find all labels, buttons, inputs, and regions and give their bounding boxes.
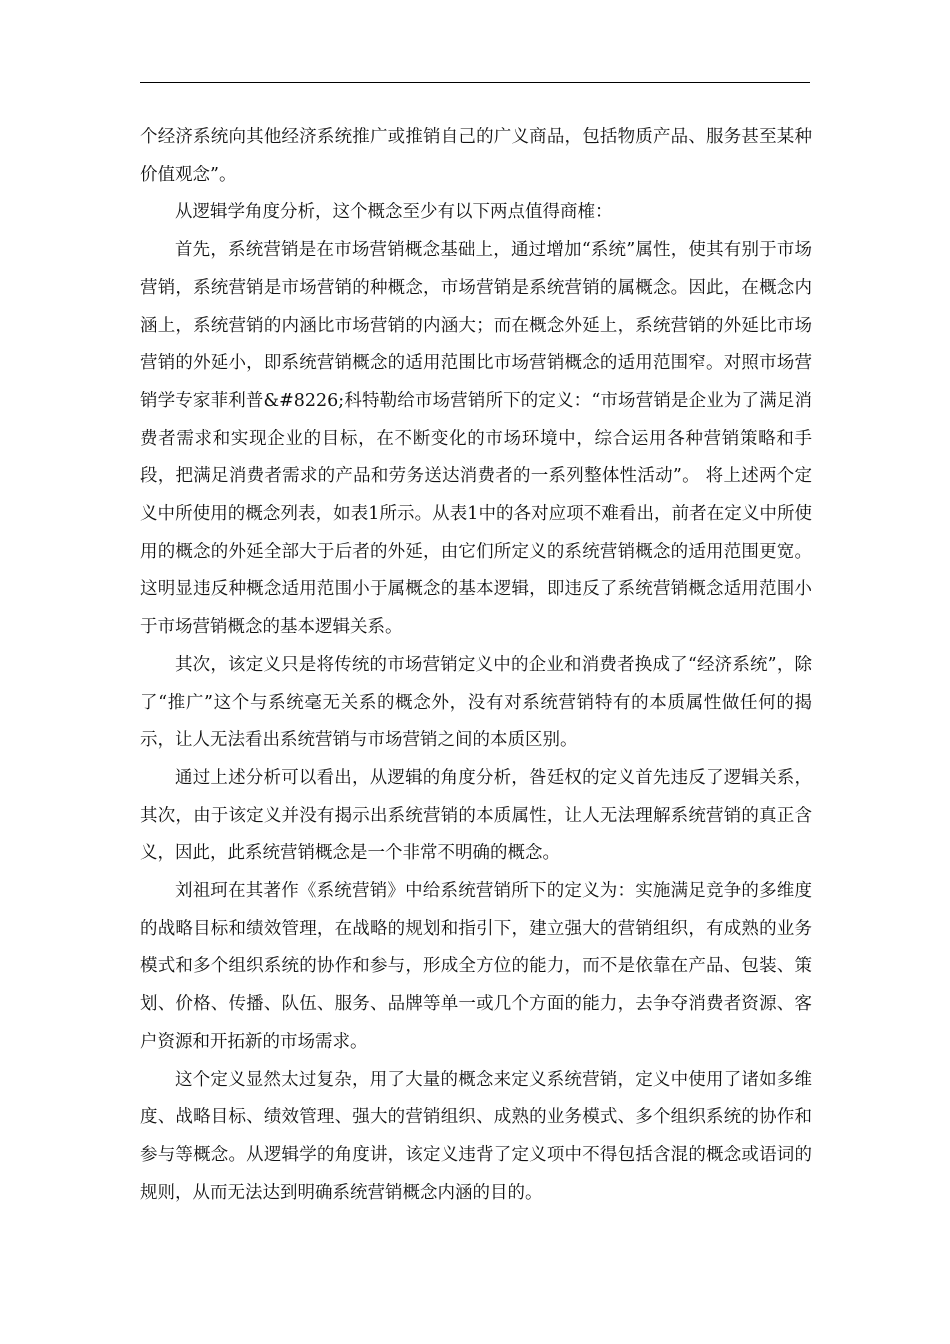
paragraph-analysis-intro: 从逻辑学角度分析，这个概念至少有以下两点值得商榷： [175,202,613,223]
paragraph-liu-critique: 这个定义显然太过复杂，用了大量的概念来定义系统营销，定义中使用了诸如多维度、战略目标、绩效管理、强大的营销组织、成熟的业务模式、多个组织系统的协作和参与等概念。从逻辑学的角度讲，该定义违背了定义项中不得包括含混的概念或语词的规则，从而无法达到明确系统营销概念内涵的目的。 [140,1069,812,1203]
paragraph-first-point: 首先，系统营销是在市场营销概念基础上，通过增加“系统”属性，使其有别于市场营销，系统营销是市场营销的种概念，市场营销是系统营销的属概念。因此，在概念内涵上，系统营销的内涵比市场营销的内涵大；而在概念外延上，系统营销的外延比市场营销的外延小，即系统营销概念的适用范围比市场营销概念的适用范围窄。对照市场营销学专家菲利普&#8226;科特勒给市场营销所下的定义：“市场营销是企业为了满足消费者需求和实现企业的目标，在不断变化的市场环境中，综合运用各种营销策略和手段，把满足消费者需求的产品和劳务送达消费者的一系列整体性活动”。 将上述两个定义中所使用的概念列表，如表1所示。从表1中的各对应项不难看出，前者在定义中所使用的概念的外延全部大于后者的外延，由它们所定义的系统营销概念的适用范围更宽。这明显违反种概念适用范围小于属概念的基本逻辑，即违反了系统营销概念适用范围小于市场营销概念的基本逻辑关系。 [140,240,812,638]
header-rule [140,82,810,83]
paragraph-conclusion: 通过上述分析可以看出，从逻辑的角度分析，昝廷权的定义首先违反了逻辑关系，其次，由于该定义并没有揭示出系统营销的本质属性，让人无法理解系统营销的真正含义，因此，此系统营销概念是一个非常不明确的概念。 [140,767,812,864]
paragraph-liu-definition: 刘祖珂在其著作《系统营销》中给系统营销所下的定义为：实施满足竞争的多维度的战略目标和绩效管理，在战略的规划和指引下，建立强大的营销组织，有成熟的业务模式和多个组织系统的协作和参与，形成全方位的能力，而不是依靠在产品、包装、策划、价格、传播、队伍、服务、品牌等单一或几个方面的能力，去争夺消费者资源、客户资源和开拓新的市场需求。 [140,881,812,1052]
paragraph-second-point: 其次，该定义只是将传统的市场营销定义中的企业和消费者换成了“经济系统”，除了“推广”这个与系统毫无关系的概念外，没有对系统营销特有的本质属性做任何的揭示，让人无法看出系统营销与市场营销之间的本质区别。 [140,654,812,751]
document-body [140,119,812,1212]
paragraph-continuation: 个经济系统向其他经济系统推广或推销自己的广义商品，包括物质产品、服务甚至某种价值观念”。 [140,127,812,185]
